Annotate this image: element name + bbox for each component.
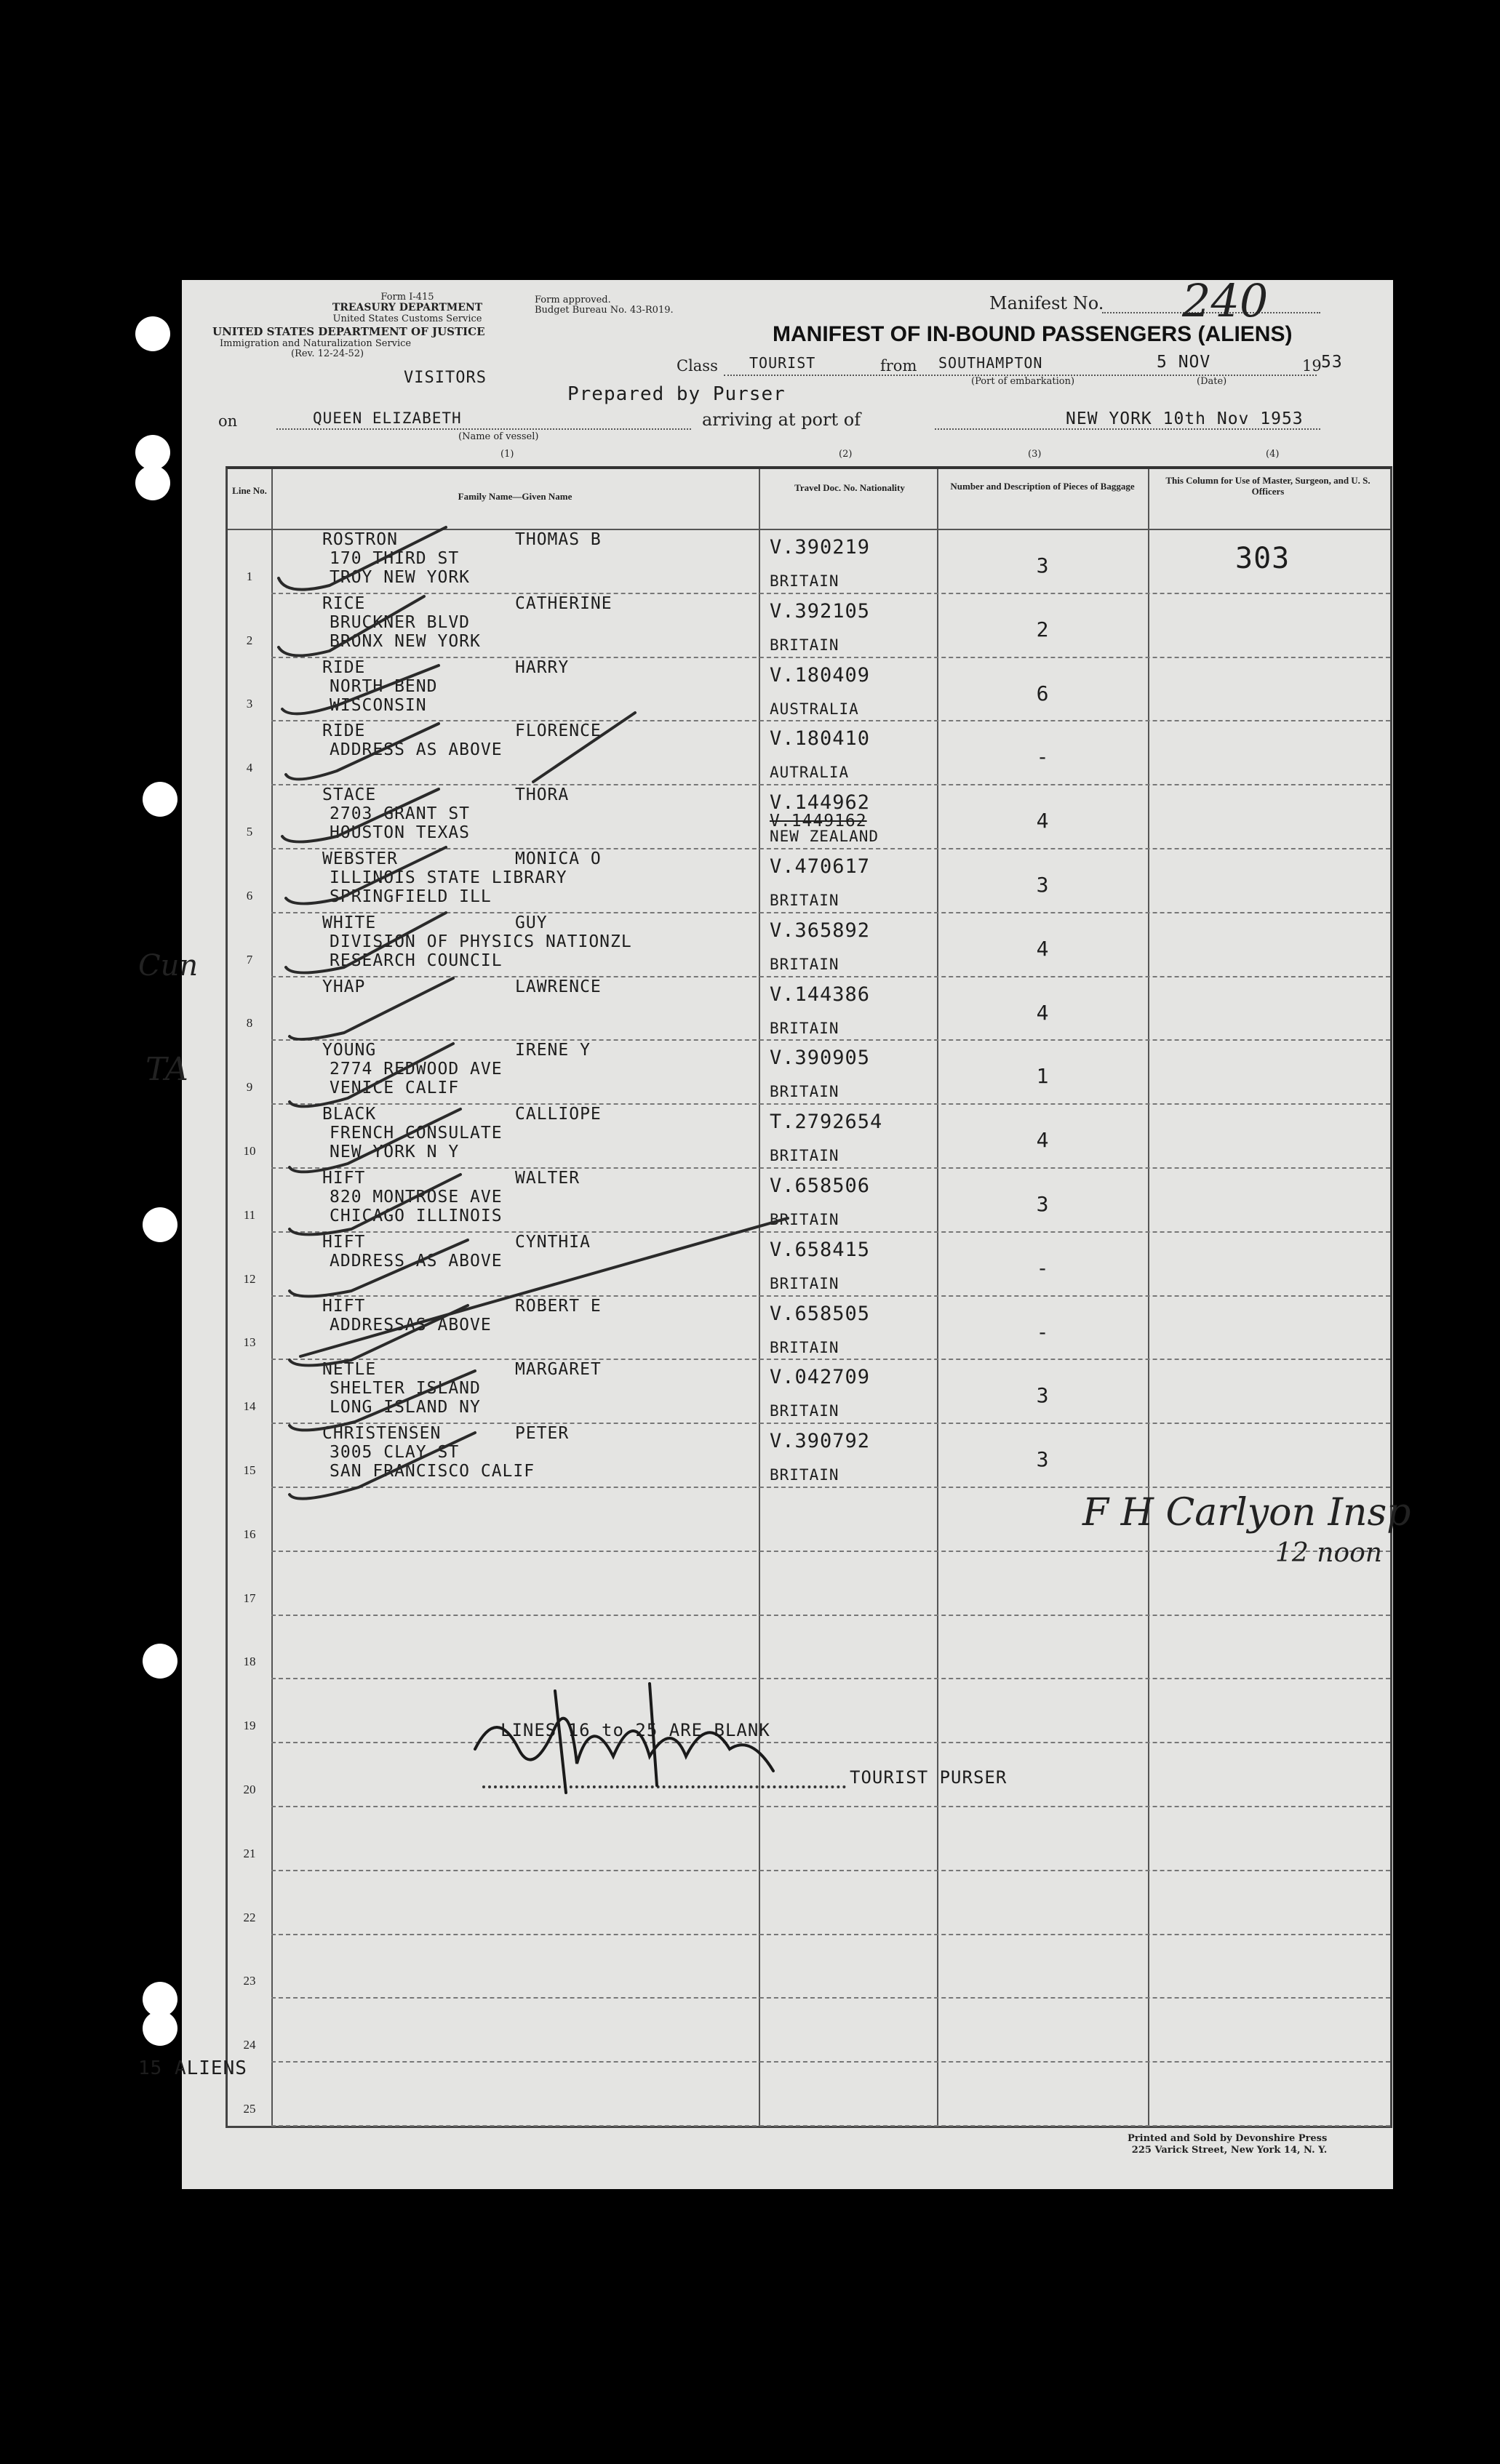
given-name: LAWRENCE xyxy=(515,977,602,996)
nationality: BRITAIN xyxy=(770,1274,839,1292)
arrival-underline xyxy=(935,428,1320,430)
travel-doc-number: V.470617 xyxy=(770,855,871,878)
inspector-signature: F H Carlyon Insp xyxy=(1082,1491,1411,1535)
column-number-3: (3) xyxy=(1028,449,1042,460)
margin-note-1: Cun xyxy=(138,949,199,983)
line-number: 18 xyxy=(243,1655,256,1669)
nationality: BRITAIN xyxy=(770,1211,839,1228)
long-slash-2 xyxy=(300,1218,788,1356)
baggage-count: 3 xyxy=(1036,1383,1049,1408)
given-name: GUY xyxy=(515,913,548,932)
given-name: CYNTHIA xyxy=(515,1232,591,1252)
family-name: HIFT xyxy=(322,1296,366,1316)
date-caption: (Date) xyxy=(1197,376,1227,387)
given-name: ROBERT E xyxy=(515,1296,602,1316)
baggage-count: 4 xyxy=(1036,936,1049,961)
family-name: STACE xyxy=(322,785,377,805)
line-number: 9 xyxy=(246,1080,253,1095)
check-mark-line-7 xyxy=(286,913,446,973)
given-name: WALTER xyxy=(515,1169,581,1188)
address-line-1: 170 THIRD ST xyxy=(330,549,460,568)
arrival-port-date: NEW YORK 10th Nov 1953 xyxy=(1066,409,1304,428)
check-mark-line-5 xyxy=(282,789,439,842)
prepared-by: Prepared by Purser xyxy=(567,383,786,405)
given-name: THOMAS B xyxy=(515,530,602,549)
family-name: RIDE xyxy=(322,721,366,741)
check-mark-line-10 xyxy=(290,1109,460,1172)
family-name: YOUNG xyxy=(322,1041,377,1060)
approval-line-2: Budget Bureau No. 43-R019. xyxy=(535,305,674,316)
nationality: BRITAIN xyxy=(770,1338,839,1356)
travel-doc-number: V.144386 xyxy=(770,983,871,1006)
check-mark-line-9 xyxy=(290,1044,453,1106)
given-name: PETER xyxy=(515,1424,570,1444)
address-line-2: HOUSTON TEXAS xyxy=(330,823,471,843)
family-name: HIFT xyxy=(322,1232,366,1252)
nationality: BRITAIN xyxy=(770,572,839,590)
header-line-no: Line No. xyxy=(232,485,267,496)
struck-doc-number: V.1449162 xyxy=(770,812,867,831)
check-mark-line-1 xyxy=(279,527,446,590)
baggage-count: 3 xyxy=(1036,873,1049,897)
line-number: 21 xyxy=(243,1846,256,1860)
binder-hole xyxy=(143,1644,177,1679)
line-number: 15 xyxy=(243,1463,256,1477)
address-line-2: RESEARCH COUNCIL xyxy=(330,951,503,970)
address-line-1: 3005 CLAY ST xyxy=(330,1443,460,1463)
family-name: BLACK xyxy=(322,1105,377,1124)
baggage-count: - xyxy=(1036,1255,1049,1280)
check-mark-line-14 xyxy=(290,1371,475,1430)
address-line-1: ADDRESS AS ABOVE xyxy=(330,1251,503,1271)
check-mark-line-6 xyxy=(286,847,446,904)
vessel-underline xyxy=(276,428,691,430)
header-family-name: Family Name—Given Name xyxy=(458,491,573,502)
nationality: BRITAIN xyxy=(770,955,839,973)
margin-note-2: TA xyxy=(145,1051,188,1088)
address-line-2: TROY NEW YORK xyxy=(330,568,471,587)
vessel-name: QUEEN ELIZABETH xyxy=(313,409,462,427)
from-label: from xyxy=(880,357,917,375)
check-mark-line-11 xyxy=(290,1175,460,1235)
baggage-count: 1 xyxy=(1036,1064,1049,1089)
travel-doc-number: V.180409 xyxy=(770,663,871,687)
given-name: MARGARET xyxy=(515,1360,602,1380)
approval-line-1: Form approved. xyxy=(535,295,611,305)
family-name: NETLE xyxy=(322,1360,377,1380)
travel-doc-number: T.2792654 xyxy=(770,1111,883,1134)
purser-signature-strokes xyxy=(475,1684,773,1793)
year-prefix: 19 xyxy=(1302,357,1322,375)
departure-day: 5 NOV xyxy=(1157,353,1211,372)
travel-doc-number: V.042709 xyxy=(770,1366,871,1389)
given-name: THORA xyxy=(515,785,570,805)
baggage-count: 2 xyxy=(1036,617,1049,641)
address-line-1: ADDRESS AS ABOVE xyxy=(330,740,503,760)
inspection-time: 12 noon xyxy=(1275,1538,1382,1568)
address-line-2: BRONX NEW YORK xyxy=(330,631,481,651)
binder-hole xyxy=(143,2011,177,2046)
nationality: BRITAIN xyxy=(770,636,839,654)
binder-hole xyxy=(135,435,170,470)
travel-doc-number: V.390905 xyxy=(770,1047,871,1070)
line-number: 4 xyxy=(246,761,253,775)
printer-line-1: Printed and Sold by Devonshire Press xyxy=(1128,2133,1328,2144)
address-line-1: FRENCH CONSULATE xyxy=(330,1124,503,1143)
line-number: 14 xyxy=(243,1399,256,1414)
family-name: RIDE xyxy=(322,657,366,677)
nationality: BRITAIN xyxy=(770,1147,839,1165)
line-number: 8 xyxy=(246,1016,253,1031)
baggage-count: 4 xyxy=(1036,809,1049,833)
check-mark-line-4 xyxy=(286,724,439,779)
treasury-department: TREASURY DEPARTMENT xyxy=(332,302,483,313)
manifest-no-label: Manifest No. xyxy=(989,293,1104,313)
line-number: 17 xyxy=(243,1591,256,1605)
address-line-1: SHELTER ISLAND xyxy=(330,1379,481,1399)
address-line-1: 2703 GRANT ST xyxy=(330,804,471,824)
line-number: 22 xyxy=(243,1910,256,1924)
binder-hole xyxy=(135,316,170,351)
vessel-caption: (Name of vessel) xyxy=(458,431,539,442)
purser-signature xyxy=(468,1662,831,1807)
printer-imprint xyxy=(1128,2133,1327,2156)
line-number: 1 xyxy=(246,569,253,583)
travel-doc-number: V.658415 xyxy=(770,1238,871,1261)
line-number: 11 xyxy=(243,1207,256,1222)
justice-department: UNITED STATES DEPARTMENT OF JUSTICE xyxy=(212,325,485,338)
check-mark-line-12 xyxy=(290,1240,468,1297)
printer-line-2: 225 Varick Street, New York 14, N. Y. xyxy=(1131,2145,1328,2156)
baggage-count: 6 xyxy=(1036,681,1049,705)
header-baggage: Number and Description of Pieces of Baggage xyxy=(950,481,1135,492)
baggage-count: 4 xyxy=(1036,1128,1049,1153)
travel-doc-number: V.658505 xyxy=(770,1302,871,1325)
year-suffix: 53 xyxy=(1321,353,1343,372)
address-line-1: ILLINOIS STATE LIBRARY xyxy=(330,868,567,887)
customs-service: United States Customs Service xyxy=(332,313,482,324)
port-of-embarkation: SOUTHAMPTON xyxy=(938,354,1043,372)
line-number: 12 xyxy=(243,1271,256,1286)
line-number: 23 xyxy=(243,1974,256,1988)
given-name: FLORENCE xyxy=(515,721,602,741)
given-name: HARRY xyxy=(515,657,570,677)
nationality: AUTRALIA xyxy=(770,764,850,782)
blank-lines-notice: LINES 16 to 25 ARE BLANK xyxy=(500,1720,770,1740)
long-slash-1 xyxy=(533,713,635,782)
address-line-1: BRUCKNER BLVD xyxy=(330,612,471,632)
baggage-count: - xyxy=(1036,745,1049,769)
manifest-title: MANIFEST OF IN-BOUND PASSENGERS (ALIENS) xyxy=(773,322,1293,346)
travel-doc-number: V.392105 xyxy=(770,599,871,623)
class-label: Class xyxy=(677,357,718,375)
travel-doc-number: V.390792 xyxy=(770,1430,871,1453)
address-line-1: 2774 REDWOOD AVE xyxy=(330,1060,503,1079)
ins-service: Immigration and Naturalization Service xyxy=(220,338,412,349)
nationality: NEW ZEALAND xyxy=(770,828,879,846)
line-number: 3 xyxy=(246,697,253,711)
baggage-count: 3 xyxy=(1036,1447,1049,1472)
purser-title: TOURIST PURSER xyxy=(850,1767,1008,1788)
family-name: YHAP xyxy=(322,977,366,996)
passenger-table xyxy=(226,466,1411,2128)
line-number: 19 xyxy=(243,1719,256,1733)
address-line-2: LONG ISLAND NY xyxy=(330,1398,481,1417)
travel-doc-number: V.365892 xyxy=(770,919,871,942)
line-number: 7 xyxy=(246,952,253,967)
address-line-2: WISCONSIN xyxy=(330,695,427,715)
baggage-count: - xyxy=(1036,1319,1049,1344)
nationality: BRITAIN xyxy=(770,892,839,909)
family-name: HIFT xyxy=(322,1169,366,1188)
check-mark-line-15 xyxy=(290,1433,475,1499)
address-line-2: NEW YORK N Y xyxy=(330,1143,460,1162)
address-line-1: DIVISION OF PHYSICS NATIONZL xyxy=(330,932,632,951)
visitors-note: VISITORS xyxy=(404,369,487,387)
check-mark-line-3 xyxy=(282,665,439,713)
family-name: ROSTRON xyxy=(322,530,398,549)
nationality: BRITAIN xyxy=(770,1402,839,1420)
baggage-count: 4 xyxy=(1036,1000,1049,1025)
nationality: BRITAIN xyxy=(770,1019,839,1037)
family-name: RICE xyxy=(322,593,366,613)
address-line-1: 820 MONTROSE AVE xyxy=(330,1188,503,1207)
check-marks-overlay xyxy=(228,469,1390,2126)
on-label: on xyxy=(218,412,238,430)
revision-date: (Rev. 12-24-52) xyxy=(291,348,364,359)
class-value: TOURIST xyxy=(749,354,816,372)
column-number-2: (2) xyxy=(839,449,853,460)
header-travel-doc: Travel Doc. No. Nationality xyxy=(794,482,905,493)
line-number: 5 xyxy=(246,825,253,839)
travel-doc-number: V.658506 xyxy=(770,1175,871,1197)
baggage-count: 3 xyxy=(1036,553,1049,577)
given-name: CATHERINE xyxy=(515,593,613,613)
line-number: 25 xyxy=(243,2102,256,2116)
manifest-number: 240 xyxy=(1182,274,1269,327)
line-number: 24 xyxy=(243,2038,256,2052)
nationality: BRITAIN xyxy=(770,1466,839,1484)
line-number: 6 xyxy=(246,888,253,903)
given-name: IRENE Y xyxy=(515,1041,591,1060)
binder-hole xyxy=(143,1207,177,1242)
binder-hole xyxy=(135,465,170,500)
family-name: CHRISTENSEN xyxy=(322,1424,442,1444)
address-line-1: NORTH BEND xyxy=(330,676,438,696)
address-line-2: CHICAGO ILLINOIS xyxy=(330,1207,503,1225)
baggage-count: 3 xyxy=(1036,1192,1049,1216)
manifest-page xyxy=(138,274,1411,2189)
binder-hole xyxy=(143,782,177,817)
given-name: MONICA O xyxy=(515,849,602,868)
line-number: 2 xyxy=(246,633,253,647)
nationality: AUSTRALIA xyxy=(770,700,859,718)
address-line-2: SAN FRANCISCO CALIF xyxy=(330,1462,535,1481)
officer-stamp-number: 303 xyxy=(1235,542,1290,575)
travel-doc-number: V.144962 xyxy=(770,791,871,815)
address-line-2: SPRINGFIELD ILL xyxy=(330,887,492,906)
column-number-1: (1) xyxy=(500,449,514,460)
check-mark-line-8 xyxy=(290,978,453,1039)
address-line-1: ADDRESSAS ABOVE xyxy=(330,1315,492,1335)
check-mark-line-2 xyxy=(279,593,424,655)
form-number: Form I-415 xyxy=(380,292,434,303)
address-line-2: VENICE CALIF xyxy=(330,1079,460,1098)
aliens-count: 15 ALIENS xyxy=(138,2057,247,2079)
line-number: 10 xyxy=(243,1144,256,1158)
line-number: 13 xyxy=(243,1335,256,1350)
line-number: 20 xyxy=(243,1783,256,1796)
port-caption: (Port of embarkation) xyxy=(971,376,1075,387)
family-name: WHITE xyxy=(322,913,377,932)
travel-doc-number: V.390219 xyxy=(770,536,871,559)
given-name: CALLIOPE xyxy=(515,1105,602,1124)
column-number-4: (4) xyxy=(1266,449,1280,460)
form-block xyxy=(324,292,491,324)
travel-doc-number: V.180410 xyxy=(770,727,871,751)
line-number: 16 xyxy=(243,1527,256,1541)
nationality: BRITAIN xyxy=(770,1083,839,1101)
arriving-label: arriving at port of xyxy=(702,409,861,430)
family-name: WEBSTER xyxy=(322,849,398,868)
header-officers: This Column for Use of Master, Surgeon, and U. S. Officers xyxy=(1165,475,1371,497)
